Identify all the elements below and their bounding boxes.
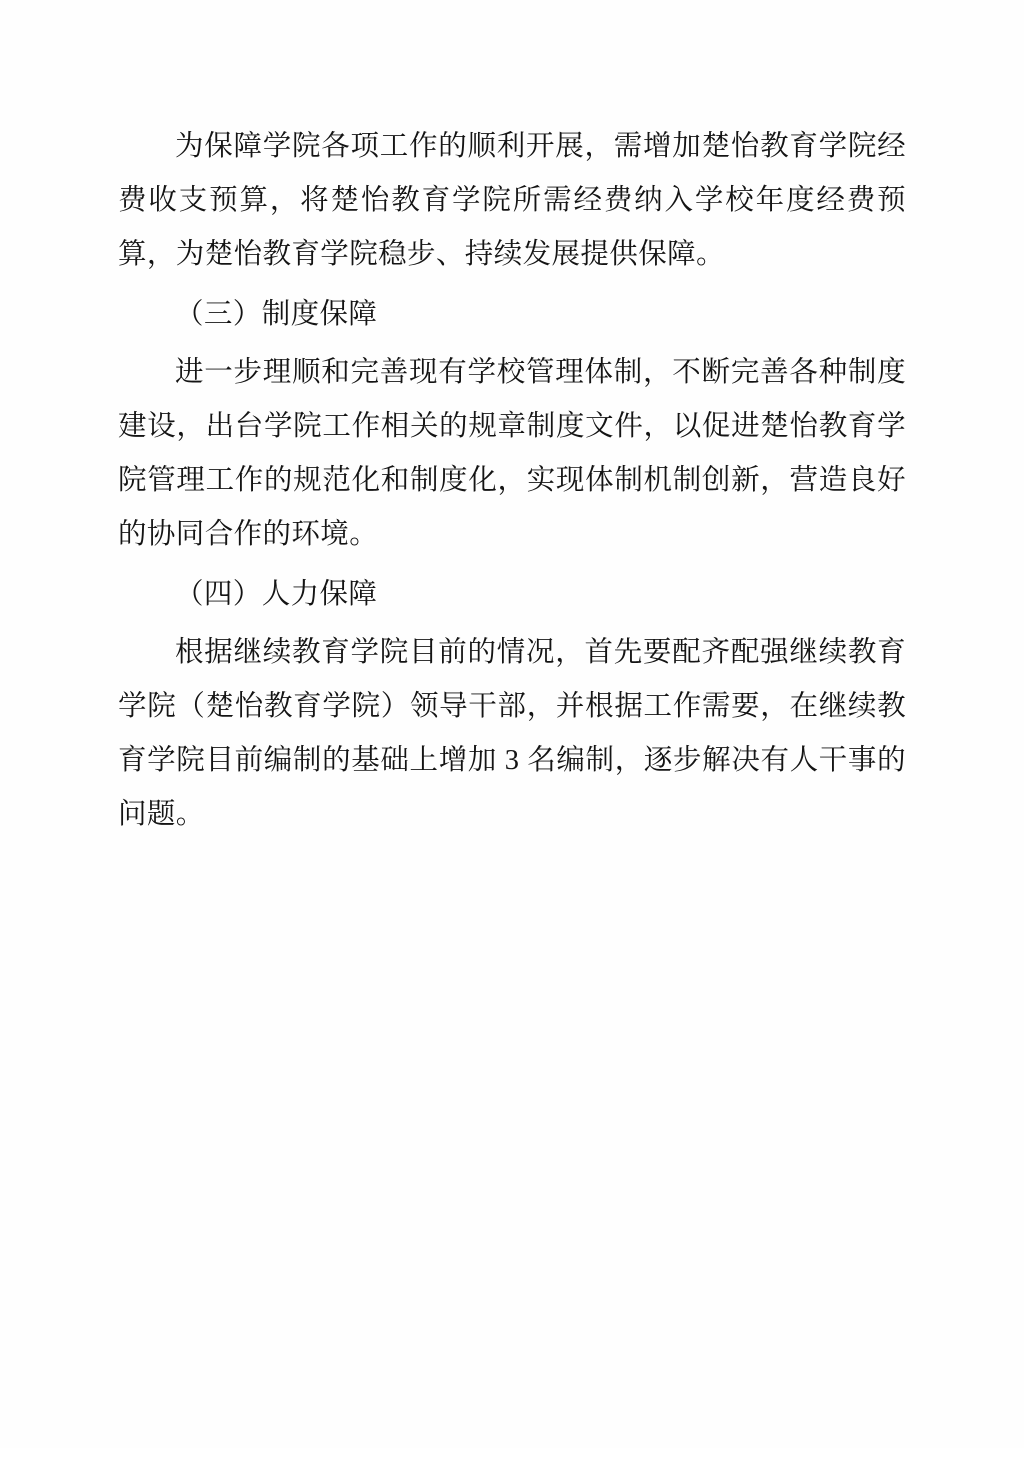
paragraph-system-guarantee: 进一步理顺和完善现有学校管理体制，不断完善各种制度建设，出台学院工作相关的规章制度文件，以促进楚怡教育学院管理工作的规范化和制度化，实现体制机制创新，营造良好的协同合作的环境。 (118, 357, 906, 550)
document-body (118, 120, 906, 1468)
heading-manpower-guarantee: （四）人力保障 (175, 579, 378, 610)
paragraph-funding-guarantee: 为保障学院各项工作的顺利开展，需增加楚怡教育学院经费收支预算，将楚怡教育学院所需经费纳入学校年度经费预算，为楚怡教育学院稳步、持续发展提供保障。 (118, 131, 906, 270)
paragraph-manpower-guarantee: 根据继续教育学院目前的情况，首先要配齐配强继续教育学院（楚怡教育学院）领导干部，并根据工作需要，在继续教育学院目前编制的基础上增加 3 名编制，逐步解决有人干事的问题。 (118, 637, 906, 830)
page-whitespace (118, 848, 906, 1468)
heading-system-guarantee: （三）制度保障 (175, 299, 378, 330)
